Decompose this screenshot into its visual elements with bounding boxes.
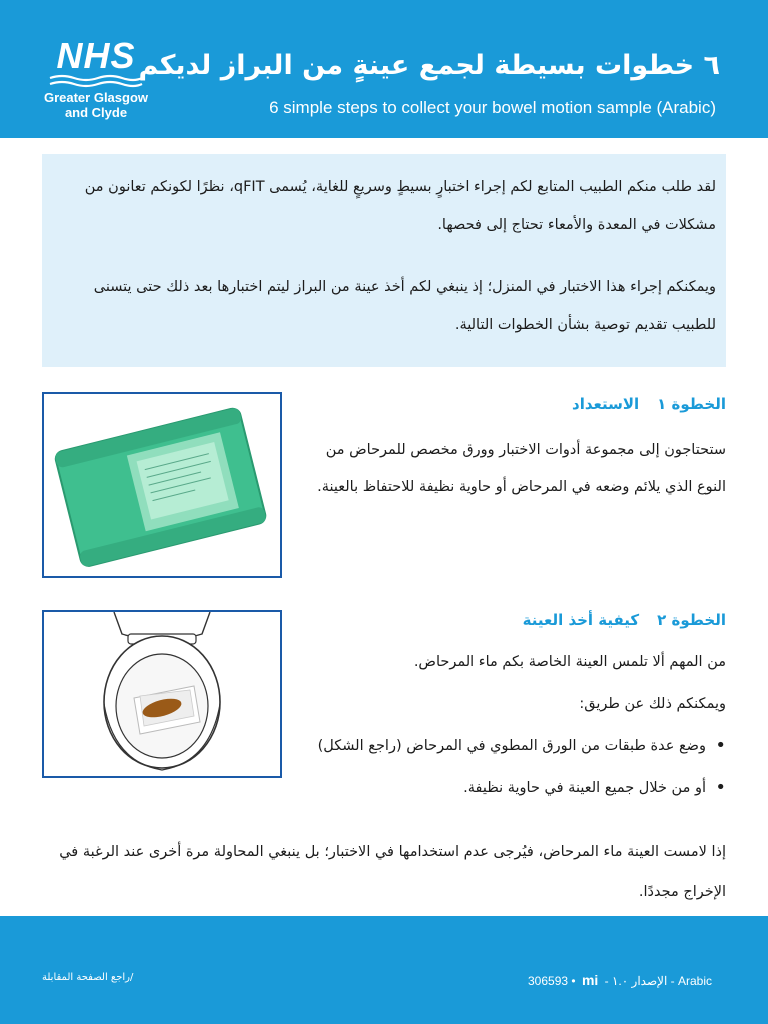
nhs-waves-icon xyxy=(48,74,144,88)
test-kit-icon xyxy=(44,394,280,576)
intro-box xyxy=(42,154,726,367)
step2-bullet-1: • وضع عدة طبقات من الورق المطوي في المرحاض (راجع الشكل) xyxy=(296,732,706,760)
step2-number: الخطوة ٢ xyxy=(657,611,726,629)
step1-body xyxy=(296,432,726,506)
header-banner xyxy=(0,0,768,138)
step2-line2: ويمكنكم ذلك عن طريق: xyxy=(579,696,726,712)
page-title-arabic: ٦ خطوات بسيطة لجمع عينةٍ من البراز لديكم xyxy=(138,50,720,81)
step2-body xyxy=(296,648,726,802)
step2-bullet-2: • أو من خلال جميع العينة في حاوية نظيفة. xyxy=(296,774,706,802)
step2-bullet-list xyxy=(296,732,726,802)
footer-reference: الإصدار ١.٠ - mi • 306593 - Arabic xyxy=(528,972,713,988)
step2-note: إذا لامست العينة ماء المرحاض، فيُرجى عدم استخدامها في الاختبار؛ بل ينبغي المحاولة مرة أخرى عند الرغبة في الإخراج مجددًا. xyxy=(59,844,726,900)
step2-line1: من المهم ألا تلمس العينة الخاصة بكم ماء المرحاض. xyxy=(413,654,726,670)
nhs-logo xyxy=(40,35,152,120)
step2-heading: كيفية أخذ العينة xyxy=(522,611,640,629)
nhs-logo-text: NHS xyxy=(56,35,136,76)
step1-text: ستحتاجون إلى مجموعة أدوات الاختبار وورق مخصص للمرحاض من النوع الذي يلائم وضعه في المرحاض أو حاوية نظيفة للاحتفاظ بالعينة. xyxy=(317,442,726,495)
mi-logo-icon: mi xyxy=(581,972,599,988)
step1-number: الخطوة ١ xyxy=(657,395,726,413)
footer-version: الإصدار ١.٠ xyxy=(611,974,668,988)
step1-test-kit-image xyxy=(42,392,282,578)
org-name-line2: and Clyde xyxy=(64,105,128,120)
step1-title xyxy=(554,392,726,416)
toilet-icon xyxy=(44,612,280,776)
org-name-line1: Greater Glasgow xyxy=(43,90,149,105)
footer-banner xyxy=(0,916,768,1024)
turn-over-label: /راجع الصفحة المقابلة xyxy=(42,972,134,983)
intro-paragraph-2: ويمكنكم إجراء هذا الاختبار في المنزل؛ إذ ينبغي لكم أخذ عينة من البراز ليتم اختبارها بعد ذلك حتى يتسنى للطبيب تقديم توصية بشأن الخطوات التالية. xyxy=(93,279,716,333)
step2-title xyxy=(505,608,726,632)
intro-paragraph-1: لقد طلب منكم الطبيب المتابع لكم إجراء اختبارٍ بسيطٍ وسريعٍ للغاية، يُسمى qFIT، نظرًا لكونكم تعانون من مشكلات في المعدة والأمعاء تحتاج إلى فحصها. xyxy=(84,179,716,233)
step2-toilet-image xyxy=(42,610,282,778)
footer-ref-code: 306593 - Arabic xyxy=(528,974,713,988)
step1-heading: الاستعداد xyxy=(572,395,640,413)
page-title-english: 6 simple steps to collect your bowel motion sample (Arabic) xyxy=(269,98,716,117)
